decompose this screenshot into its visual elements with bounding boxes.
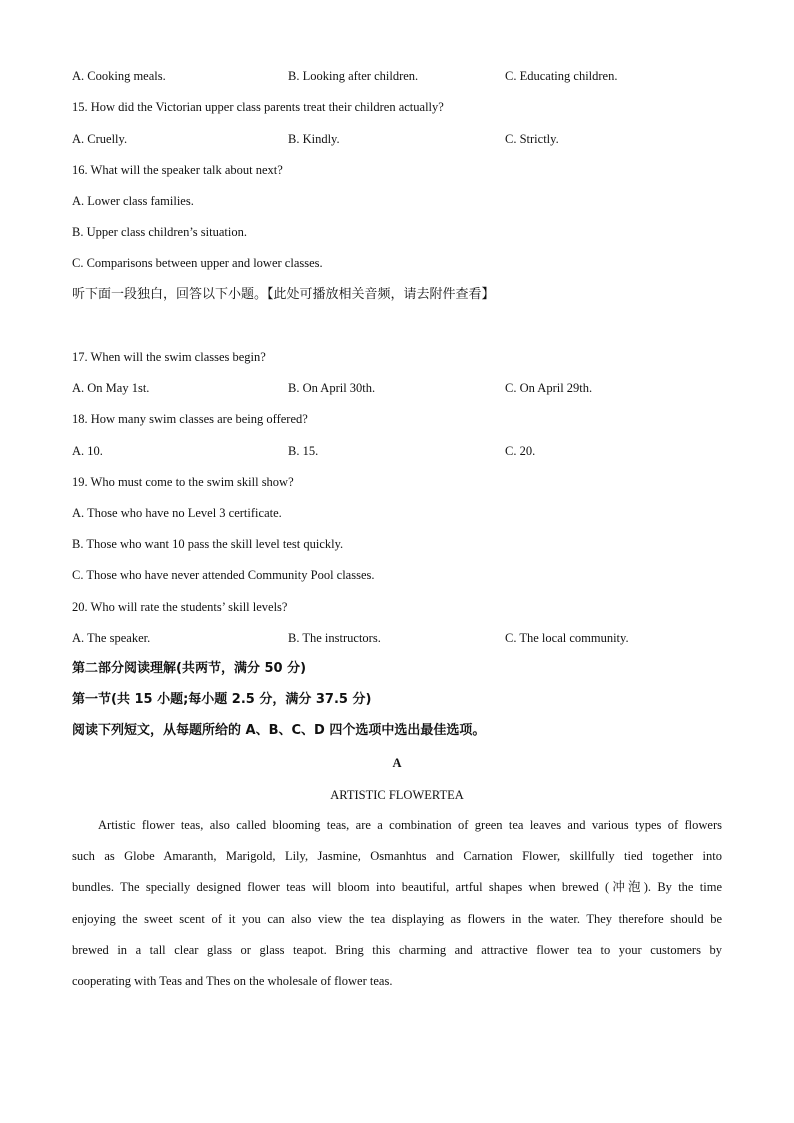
q17-option-c: C. On April 29th. — [505, 381, 593, 395]
q14-option-c: C. Educating children. — [505, 69, 618, 83]
q16-stem: 16. What will the speaker talk about next? — [72, 163, 283, 177]
q15-option-b: B. Kindly. — [288, 132, 340, 146]
q14-option-b: B. Looking after children. — [288, 69, 419, 83]
q16-option-c: C. Comparisons between upper and lower classes. — [72, 256, 323, 270]
q17-option-b: B. On April 30th. — [288, 381, 376, 395]
passage-title: ARTISTIC FLOWERTEA — [330, 788, 464, 802]
passage-letter: A — [392, 756, 402, 770]
reading-instruction: 阅读下列短文，从每题所给的 A、B、C、D 四个选项中选出最佳选项。 — [72, 723, 486, 738]
passage-line: brewed in a tall clear glass or glass teapot. Bring this charming and attractive flower tea to your customers by — [72, 942, 722, 957]
q14-option-a: A. Cooking meals. — [72, 69, 166, 83]
q18-option-c: C. 20. — [505, 444, 536, 458]
q15-option-c: C. Strictly. — [505, 132, 559, 146]
q20-option-b: B. The instructors. — [288, 631, 381, 645]
part2-heading: 第二部分阅读理解(共两节，满分 50 分) — [72, 661, 307, 676]
q18-option-b: B. 15. — [288, 444, 319, 458]
passage-line: bundles. The specially designed flower teas will bloom into beautiful, artful shapes when brewed (冲泡). By the time — [72, 880, 722, 895]
q16-option-a: A. Lower class families. — [72, 194, 194, 208]
q19-option-c: C. Those who have never attended Community Pool classes. — [72, 568, 375, 582]
passage-line: Artistic flower teas, also called blooming teas, are a combination of green tea leaves and various types of flowers — [98, 818, 722, 832]
q19-option-b: B. Those who want 10 pass the skill level test quickly. — [72, 537, 344, 551]
q15-option-a: A. Cruelly. — [72, 132, 128, 146]
passage-body — [72, 810, 722, 997]
q20-option-c: C. The local community. — [505, 631, 629, 645]
q18-stem: 18. How many swim classes are being offered? — [72, 412, 308, 426]
passage-line: such as Globe Amaranth, Marigold, Lily, Jasmine, Osmanhtus and Carnation Flower, skillfully tied together into — [72, 849, 722, 864]
q20-stem: 20. Who will rate the students’ skill levels? — [72, 600, 288, 614]
passage-line: enjoying the sweet scent of it you can also view the tea displaying as flowers in the water. They therefore should be — [72, 911, 722, 926]
q16-option-b: B. Upper class children’s situation. — [72, 225, 247, 239]
listening-instruction: 听下面一段独白，回答以下小题。【此处可播放相关音频，请去附件查看】 — [72, 287, 495, 302]
q20-option-a: A. The speaker. — [72, 631, 151, 645]
q19-stem: 19. Who must come to the swim skill show? — [72, 475, 294, 489]
passage-line: cooperating with Teas and Thes on the wholesale of flower teas. — [72, 974, 393, 989]
q18-option-a: A. 10. — [72, 444, 103, 458]
q19-option-a: A. Those who have no Level 3 certificate. — [72, 506, 282, 520]
q17-option-a: A. On May 1st. — [72, 381, 150, 395]
q15-stem: 15. How did the Victorian upper class parents treat their children actually? — [72, 100, 444, 114]
section1-heading: 第一节(共 15 小题;每小题 2.5 分，满分 37.5 分) — [72, 692, 372, 707]
q17-stem: 17. When will the swim classes begin? — [72, 350, 266, 364]
